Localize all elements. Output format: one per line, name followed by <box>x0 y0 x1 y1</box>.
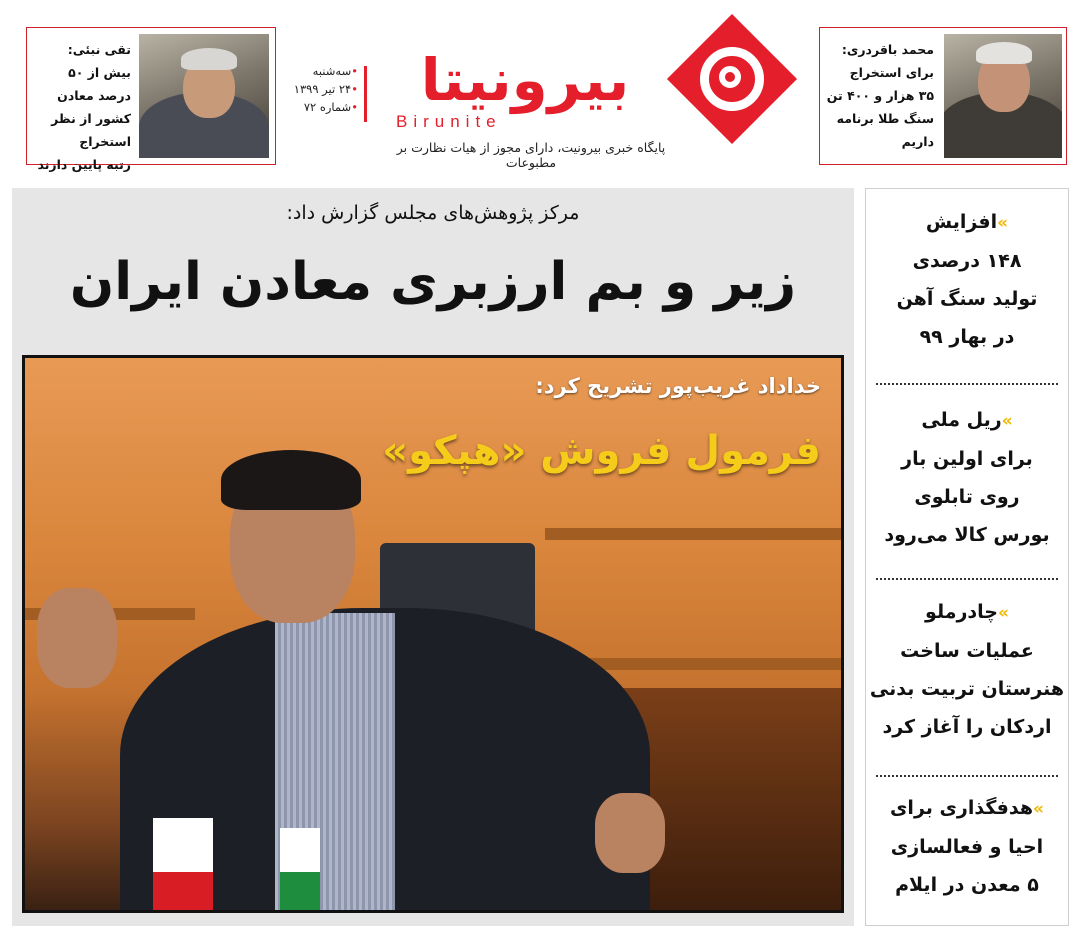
sidebar-divider <box>876 383 1058 385</box>
site-tagline: پایگاه خبری بیرونیت، دارای مجوز از هیات نظارت بر مطبوعات <box>396 140 666 170</box>
sidebar-divider <box>876 775 1058 777</box>
double-chevron-icon: » <box>1001 411 1013 431</box>
sidebar-news-item[interactable]: »هدفگذاری برای احیا و فعالسازی ۵ معدن در ایلام <box>890 797 1044 896</box>
weekday: سه‌شنبه <box>312 64 352 78</box>
quote-line: سنگ طلا برنامه داریم <box>836 111 934 149</box>
person-hand <box>37 588 117 688</box>
quote-line: بیش از ۵۰ درصد معادن <box>57 65 131 103</box>
issue-date: ۲۴ تیر ۱۳۹۹ <box>293 82 352 96</box>
interviewee-photo-right <box>944 34 1062 158</box>
main-kicker: مرکز پژوهش‌های مجلس گزارش داد: <box>286 202 580 224</box>
date-divider <box>364 66 367 122</box>
sidebar-news-item[interactable]: »افزایش ۱۴۸ درصدی تولید سنگ آهن در بهار ۹۹ <box>896 211 1038 348</box>
interviewee-name: تقی نبئی: <box>67 42 131 57</box>
interview-caption-right <box>824 38 934 153</box>
logo-inner-ring-icon <box>719 66 741 88</box>
quote-line: رتبه پایین دارند <box>37 157 131 172</box>
sidebar-news-item[interactable]: »ریل ملی برای اولین بار روی تابلوی بورس کالا می‌رود <box>884 409 1050 546</box>
logo-latin-wordmark: Birunite <box>396 112 502 131</box>
interviewee-name: محمد باقردری: <box>841 42 934 57</box>
logo-wordmark: بیرونیتا <box>420 46 630 114</box>
sidebar-divider <box>876 578 1058 580</box>
interview-caption-left <box>31 38 131 176</box>
interviewee-photo-left <box>139 34 269 158</box>
quote-line: کشور از نظر استخراج <box>51 111 131 149</box>
news-sidebar <box>865 188 1069 926</box>
issue-number: شماره ۷۲ <box>303 100 352 114</box>
interview-box-left[interactable] <box>26 27 276 172</box>
hero-photo[interactable] <box>22 355 844 913</box>
sidebar-news-item[interactable]: »چادرملو عملیات ساخت هنرستان تربیت بدنی اردکان را آغاز کرد <box>869 601 1065 738</box>
main-story-panel <box>12 188 854 926</box>
flag-icon <box>280 828 320 913</box>
person-hand <box>595 793 665 873</box>
quote-line: برای استخراج <box>849 65 934 80</box>
interview-box-right[interactable] <box>819 27 1067 165</box>
hero-title[interactable]: فرمول فروش «هپکو» <box>382 428 821 474</box>
quote-line: ۳۵ هزار و ۴۰۰ تن <box>826 88 934 103</box>
double-chevron-icon: » <box>997 213 1009 233</box>
flag-icon <box>153 818 213 913</box>
hero-kicker: خداداد غریب‌پور تشریح کرد: <box>535 374 821 398</box>
double-chevron-icon: » <box>1033 799 1044 819</box>
main-headline[interactable]: زیر و بم ارزبری معادن ایران <box>69 252 797 312</box>
issue-date-block: •سه‌شنبه •۲۴ تیر ۱۳۹۹ •شماره ۷۲ <box>293 64 358 114</box>
double-chevron-icon: » <box>997 603 1009 623</box>
